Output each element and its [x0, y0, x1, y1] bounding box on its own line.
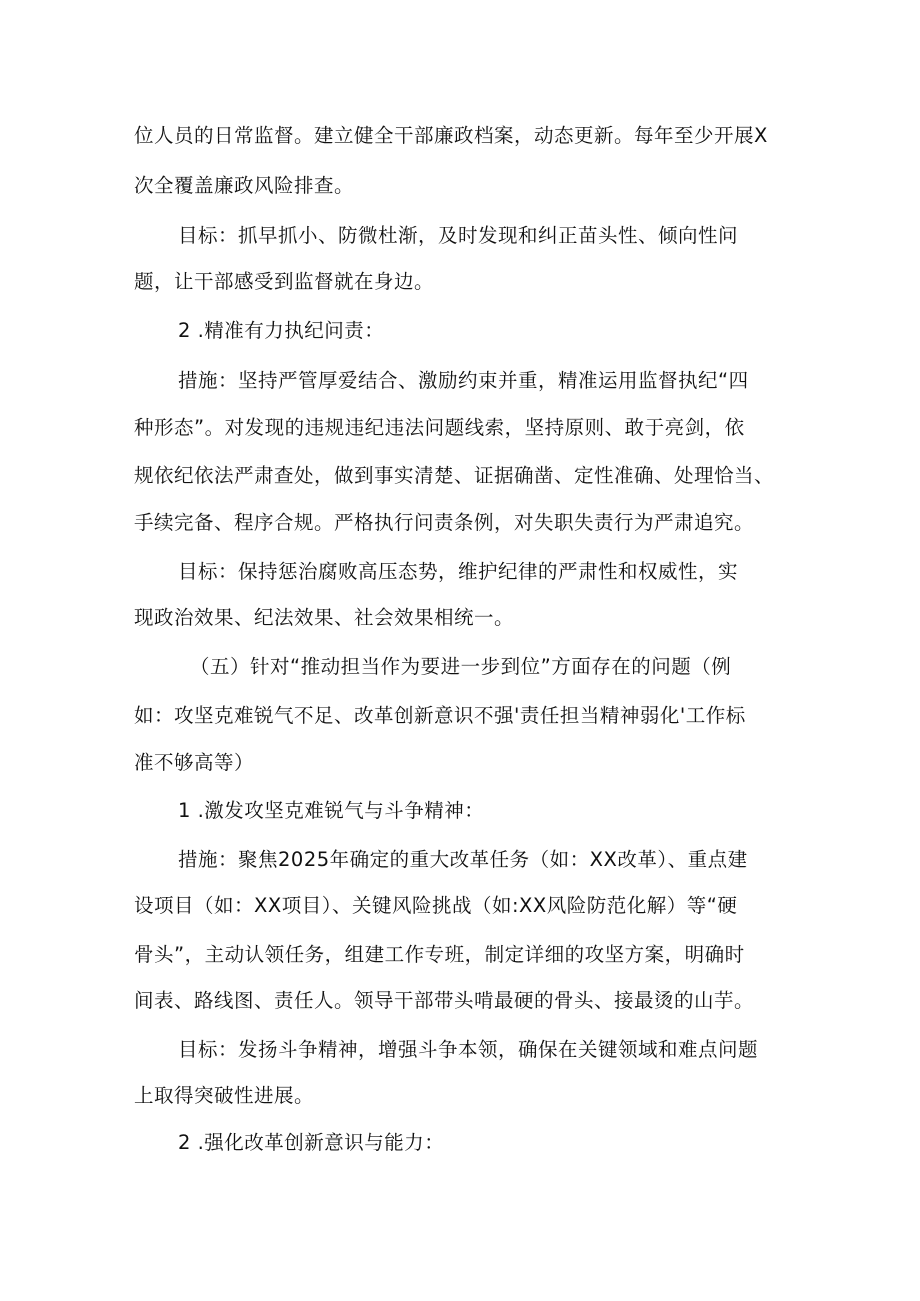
paragraph-line: 现政治效果、纪法效果、社会效果相统一。 [134, 606, 515, 629]
paragraph-line: 种形态”。对发现的违规违纪违法问题线索，坚持原则、敢于亮剑，依 [134, 416, 745, 439]
paragraph-line: 设项目（如：XX项目）、关键风险挑战（如:XX风险防范化解）等“硬 [134, 894, 738, 917]
paragraph-line: 次全覆盖廉政风险排查。 [134, 174, 355, 197]
paragraph-line: 题，让干部感受到监督就在身边。 [134, 270, 435, 293]
paragraph-line: 措施：坚持严管厚爱结合、激励约束并重，精准运用监督执纪“四 [178, 369, 749, 392]
paragraph-line: 骨头”，主动认领任务，组建工作专班，制定详细的攻坚方案，明确时 [134, 943, 745, 966]
paragraph-line: 目标：发扬斗争精神，增强斗争本领，确保在关键领域和难点问题 [178, 1038, 759, 1061]
section-heading: 2 .精准有力执纪问责： [178, 319, 385, 342]
section-heading: （五）针对“推动担当作为要进一步到位”方面存在的问题（例 [190, 655, 732, 678]
paragraph-line: 手续完备、程序合规。严格执行问责条例，对失职失责行为严肃追究。 [134, 511, 755, 534]
paragraph-line: 规依纪依法严肃查处，做到事实清楚、证据确凿、定性准确、处理恰当、 [134, 464, 775, 487]
paragraph-line: 位人员的日常监督。建立健全干部廉政档案，动态更新。每年至少开展X [134, 124, 768, 147]
paragraph-line: 措施：聚焦2025年确定的重大改革任务（如：XX改革）、重点建 [178, 848, 748, 871]
paragraph-line: 准不够高等） [134, 751, 255, 774]
paragraph-line: 目标：保持惩治腐败高压态势，维护纪律的严肃性和权威性，实 [178, 560, 739, 583]
paragraph-line: 目标：抓早抓小、防微杜渐，及时发现和纠正苗头性、倾向性问 [178, 224, 739, 247]
paragraph-line: 上取得突破性进展。 [134, 1084, 315, 1107]
section-heading: 2 .强化改革创新意识与能力： [178, 1131, 445, 1154]
section-heading: 1 .激发攻坚克难锐气与斗争精神： [178, 799, 485, 822]
paragraph-line: 如：攻坚克难锐气不足、改革创新意识不强'责任担当精神弱化'工作标 [134, 704, 746, 727]
paragraph-line: 间表、路线图、责任人。领导干部带头啃最硬的骨头、接最烫的山芋。 [134, 989, 755, 1012]
